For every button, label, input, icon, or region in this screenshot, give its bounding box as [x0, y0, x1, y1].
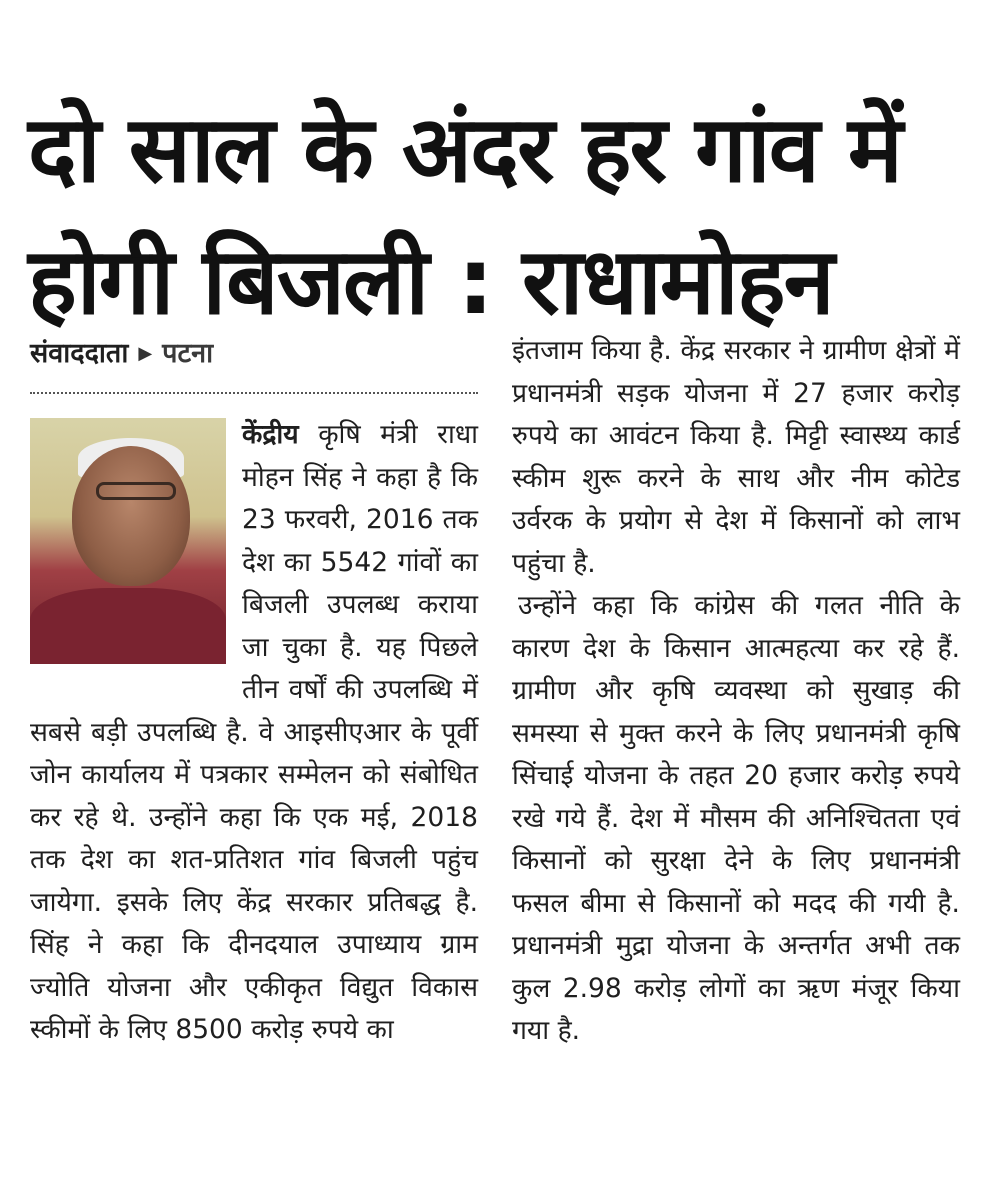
right-paragraph-1: इंतजाम किया है. केंद्र सरकार ने ग्रामीण क्षेत्रों में प्रधानमंत्री सड़क योजना में 27 हजार करोड़ रुपये का आवंटन किया है. मिट्टी स्वास्थ्य कार्ड स्कीम शुरू करने के साथ और नीम कोटेड उर्वरक के प्रयोग से देश में किसानों को लाभ पहुंचा है. [512, 335, 960, 579]
photo-shirt [30, 588, 226, 664]
byline-arrow-icon: ▶ [138, 342, 153, 364]
left-column [30, 330, 478, 1052]
lead-word: केंद्रीय [242, 419, 299, 450]
byline-place: पटना [162, 337, 214, 369]
right-paragraph-2: उन्होंने कहा कि कांग्रेस की गलत नीति के कारण देश के किसान आत्महत्या कर रहे हैं. ग्रामीण और कृषि व्यवस्था को सुखाड़ की समस्या से मुक्त करने के लिए प्रधानमंत्री कृषि सिंचाई योजना के तहत 20 हजार करोड़ रुपये रखे गये हैं. देश में मौसम की अनिश्चितता एवं किसानों को सुरक्षा देने के लिए प्रधानमंत्री फसल बीमा से किसानों को मदद की गयी है. प्रधानमंत्री मुद्रा योजना के अन्तर्गत अभी तक कुल 2.98 करोड़ लोगों का ऋण मंजूर किया गया है. [512, 590, 960, 1046]
byline [30, 330, 478, 378]
dotted-divider [30, 392, 478, 394]
left-paragraph-text: कृषि मंत्री राधा मोहन सिंह ने कहा है कि 23 फरवरी, 2016 तक देश का 5542 गांवों का बिजली उपलब्ध कराया जा चुका है. यह पिछले तीन वर्षों की उपलब्धि में सबसे बड़ी उपलब्धि है. वे आइसीएआर के पूर्वी जोन कार्यालय में पत्रकार सम्मेलन को संबोधित कर रहे थे. उन्होंने कहा कि एक मई, 2018 तक देश का शत-प्रतिशत गांव बिजली पहुंच जायेगा. इसके लिए केंद्र सरकार प्रतिबद्ध है. सिंह ने कहा कि दीनदयाल उपाध्याय ग्राम ज्योति योजना और एकीकृत विद्युत विकास स्कीमों के लिए 8500 करोड़ रुपये का [30, 419, 478, 1045]
headline: दो साल के अंदर हर गांव में होगी बिजली : राधामोहन [28, 95, 901, 335]
person-photo [30, 418, 226, 664]
left-paragraph [30, 414, 478, 1052]
byline-reporter: संवाददाता [30, 337, 129, 369]
photo-glasses [96, 482, 176, 500]
right-column [512, 330, 960, 1053]
photo-face [72, 446, 190, 586]
